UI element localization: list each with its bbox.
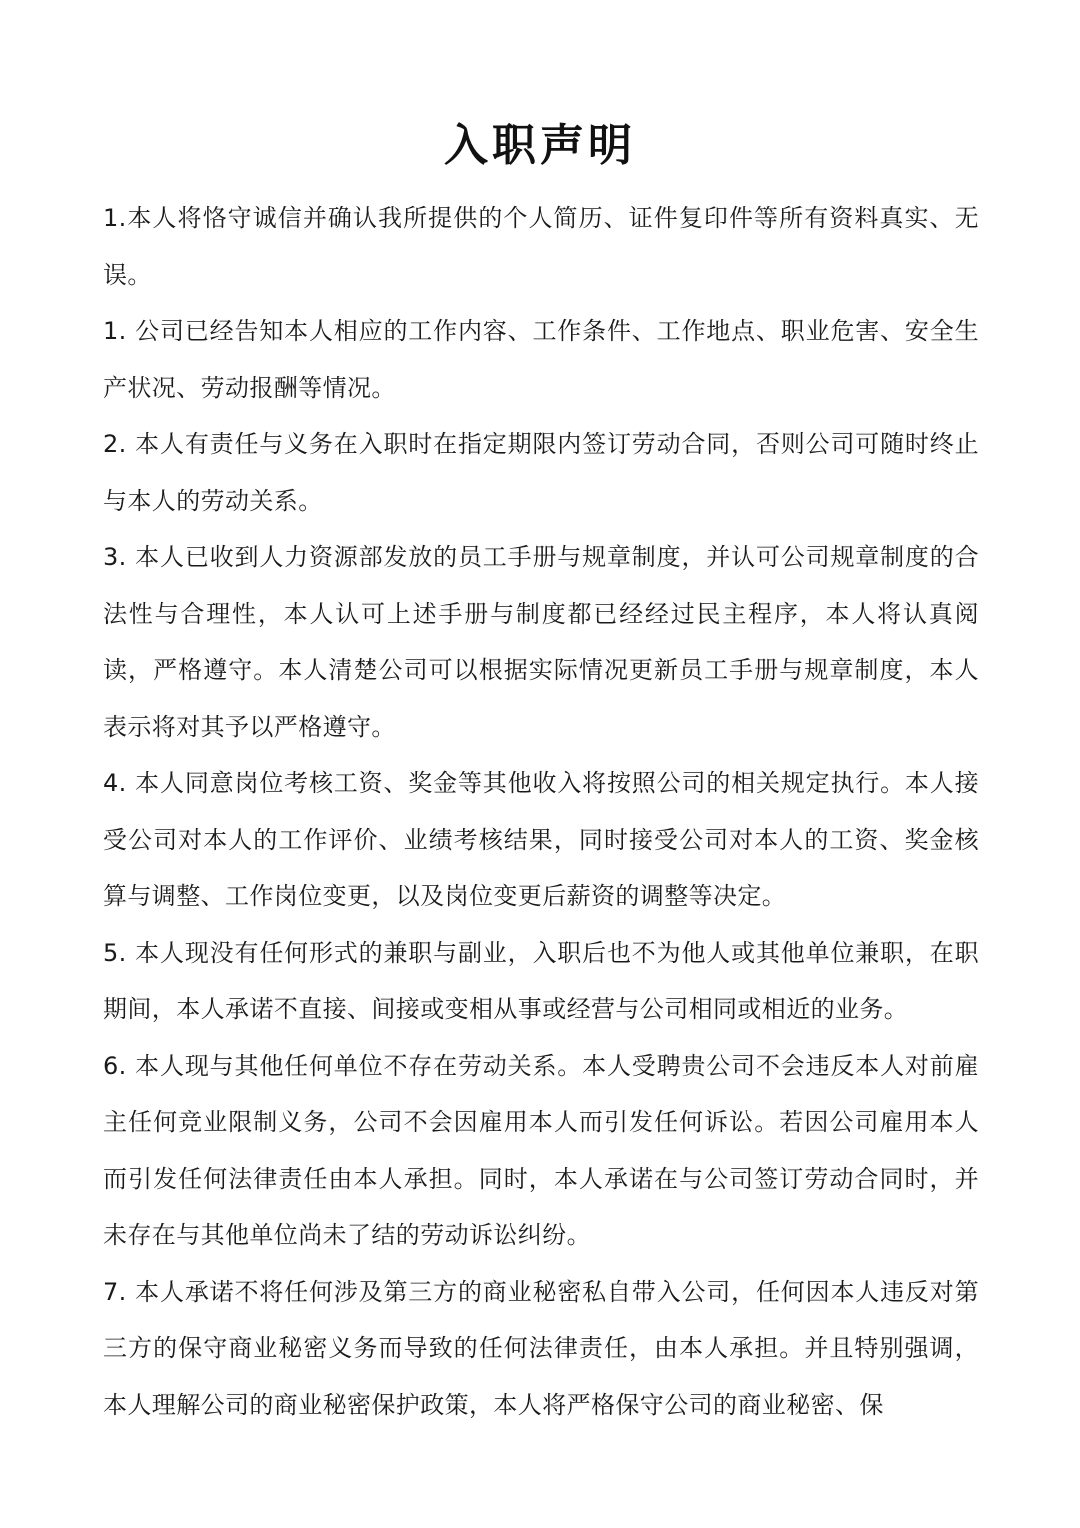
document-title: 入职声明 bbox=[444, 120, 636, 171]
paragraph-6: 6. 本人现与其他任何单位不存在劳动关系。本人受聘贵公司不会违反本人对前雇主任何竞业限制义务，公司不会因雇用本人而引发任何诉讼。若因公司雇用本人而引发任何法律责任由本人承担。同时，本人承诺在与公司签订劳动合同时，并未存在与其他单位尚未了结的劳动诉讼纠纷。 bbox=[103, 1051, 979, 1249]
paragraph-5: 5. 本人现没有任何形式的兼职与副业，入职后也不为他人或其他单位兼职，在职期间，本人承诺不直接、间接或变相从事或经营与公司相同或相近的业务。 bbox=[103, 938, 979, 1023]
paragraph-2: 2. 本人有责任与义务在入职时在指定期限内签订劳动合同，否则公司可随时终止与本人的劳动关系。 bbox=[103, 430, 979, 515]
paragraph-3: 3. 本人已收到人力资源部发放的员工手册与规章制度，并认可公司规章制度的合法性与合理性，本人认可上述手册与制度都已经经过民主程序，本人将认真阅读，严格遵守。本人清楚公司可以根据实际情况更新员工手册与规章制度，本人表示将对其予以严格遵守。 bbox=[103, 543, 979, 741]
paragraph-7: 7. 本人承诺不将任何涉及第三方的商业秘密私自带入公司，任何因本人违反对第三方的保守商业秘密义务而导致的任何法律责任，由本人承担。并且特别强调，本人理解公司的商业秘密保护政策，本人将严格保守公司的商业秘密、保 bbox=[103, 1277, 979, 1419]
document-body bbox=[103, 190, 979, 1433]
paragraph-4: 4. 本人同意岗位考核工资、奖金等其他收入将按照公司的相关规定执行。本人接受公司对本人的工作评价、业绩考核结果，同时接受公司对本人的工资、奖金核算与调整、工作岗位变更，以及岗位变更后薪资的调整等决定。 bbox=[103, 769, 979, 910]
paragraph-0: 1.本人将恪守诚信并确认我所提供的个人简历、证件复印件等所有资料真实、无误。 bbox=[103, 204, 979, 289]
paragraph-1: 1. 公司已经告知本人相应的工作内容、工作条件、工作地点、职业危害、安全生产状况、劳动报酬等情况。 bbox=[103, 317, 979, 402]
